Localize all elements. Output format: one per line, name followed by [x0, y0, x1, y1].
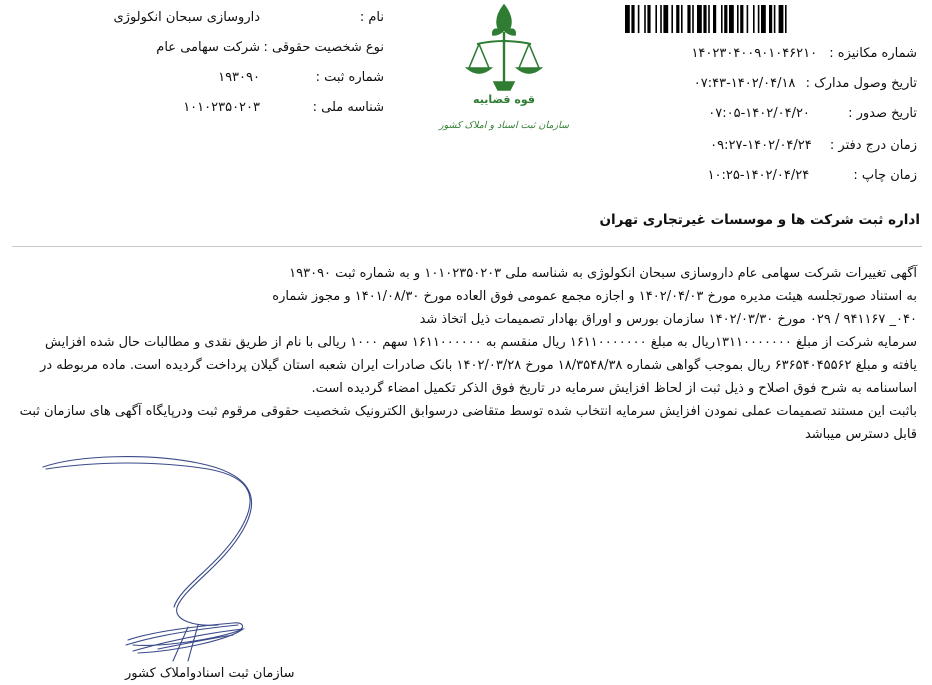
meta-label: تاریخ صدور :: [848, 106, 917, 121]
meta-label: زمان چاپ :: [853, 168, 917, 183]
barcode-bar: [625, 5, 630, 33]
body-line: ۰۴۰_ ۹۴۱۱۶۷ / ۰۲۹ مورخ ۱۴۰۲/۰۳/۳۰ سازمان بورس و اوراق بهادار تصمیمات ذیل اتخاذ شد: [419, 312, 917, 327]
barcode-bar: [681, 5, 683, 33]
emblem-text-top: قوه قضاییه: [473, 93, 535, 106]
meta-row-receipt-date: [694, 76, 917, 92]
meta-row-issue-date: [708, 106, 917, 122]
barcode-bar: [631, 5, 634, 33]
registration-number-label: شماره ثبت :: [315, 70, 384, 85]
barcode-bar: [769, 5, 772, 33]
meta-row-print-time: [708, 168, 917, 184]
barcode-bar: [724, 5, 727, 33]
barcode-bar: [758, 5, 760, 33]
meta-label: زمان درج دفتر :: [829, 138, 917, 153]
barcode-bar: [774, 5, 776, 33]
meta-value: ۱۴۰۲۳۰۴۰۰۹۰۱۰۴۶۲۱۰: [691, 46, 818, 61]
barcode-bar: [660, 5, 662, 33]
barcode-bar: [729, 5, 734, 33]
barcode-icon: [625, 5, 915, 33]
announcement-body: [12, 262, 917, 446]
body-line: آگهی تغییرات شرکت سهامی عام داروسازی سبحان انکولوژی به شناسه ملی ۱۰۱۰۲۳۵۰۲۰۳ و به شماره ثبت ۱۹۳۰۹۰: [289, 266, 917, 281]
barcode-bar: [708, 5, 710, 33]
national-id-label: شناسه ملی :: [312, 100, 384, 115]
signature-icon: [38, 455, 288, 665]
meta-row-mechanized-number: [691, 46, 917, 62]
company-name-label: نام :: [359, 10, 384, 25]
meta-label: شماره مکانیزه :: [829, 46, 917, 61]
barcode-bar: [703, 5, 706, 33]
meta-row-register-time: [710, 138, 917, 154]
barcode-bar: [663, 5, 668, 33]
barcode-bar: [761, 5, 766, 33]
barcode-bar: [740, 5, 743, 33]
registration-number-value: ۱۹۳۰۹۰: [218, 70, 260, 85]
barcode-bar: [753, 5, 755, 33]
body-line: به استناد صورتجلسه هیئت مدیره مورخ ۱۴۰۲/۰۴/۰۳ و اجازه مجمع عمومی فوق العاده مورخ ۱۴۰۱/۰۸/۳۰ و مجوز شماره: [272, 289, 917, 304]
emblem-text-bottom: سازمان ثبت اسناد و املاک کشور: [439, 120, 569, 131]
signature-caption: سازمان ثبت اسنادواملاک کشور: [125, 666, 295, 681]
barcode-bar: [692, 5, 694, 33]
divider: [12, 246, 922, 247]
org-title: اداره ثبت شرکت ها و موسسات غیرتجاری تهران: [599, 212, 920, 228]
meta-value: ۱۴۰۲/۰۴/۲۴-۰۹:۲۷: [710, 138, 812, 153]
barcode-bar: [747, 5, 749, 33]
barcode-bar: [644, 5, 646, 33]
legal-type-value: شرکت سهامی عام: [156, 40, 260, 55]
body-line: سرمایه شرکت از مبلغ ۱۳۱۱۰۰۰۰۰۰۰ریال به مبلغ ۱۶۱۱۰۰۰۰۰۰۰ ریال منقسم به ۱۶۱۱۰۰۰۰۰۰ سهم ۱۰۰۰ ریالی با نام از طریق نقدی و مطالبات حال شده افزایش: [45, 335, 917, 350]
body-line: یافته و مبلغ ۶۳۶۵۴۰۴۵۵۶۲ ریال بموجب گواهی شماره ۱۸/۳۵۴۸/۳۸ مورخ ۱۴۰۲/۰۳/۲۸ بانک صادرات ایران شعبه استان گیلان پرداخت گردیده است. ماده مربوطه در: [40, 358, 917, 373]
body-line: اساسنامه به شرح فوق اصلاح و ذیل ثبت از لحاظ افزایش سرمایه در تاریخ فوق الذکر تکمیل امضاء گردیده است.: [311, 381, 917, 396]
meta-label: تاریخ وصول مدارک :: [805, 76, 917, 91]
barcode-bar: [785, 5, 787, 33]
barcode-bar: [779, 5, 784, 33]
barcode-bar: [687, 5, 690, 33]
meta-value: ۱۴۰۲/۰۴/۲۴-۱۰:۲۵: [707, 168, 810, 183]
barcode-bar: [676, 5, 679, 33]
company-name-value: داروسازی سبحان انکولوژی: [113, 10, 260, 25]
body-line: قابل دسترس میباشد: [804, 427, 917, 442]
meta-value: ۱۴۰۲/۰۴/۲۰-۰۷:۰۵: [708, 106, 810, 121]
body-line: باثبت این مستند تصمیمات عملی نمودن افزایش سرمایه انتخاب شده توسط متقاضی درسوابق الکترونیک شخصیت حقوقی مرقوم ثبت ودرپایگاه آگهی های سازمان ثبت: [19, 404, 917, 419]
barcode-bar: [697, 5, 702, 33]
national-id-value: ۱۰۱۰۲۳۵۰۲۰۳: [183, 100, 260, 115]
barcode-bar: [713, 5, 716, 33]
barcode-bar: [721, 5, 723, 33]
barcode-bar: [638, 5, 640, 33]
barcode-bar: [647, 5, 650, 33]
barcode-bar: [655, 5, 657, 33]
legal-type-label: نوع شخصیت حقوقی :: [263, 40, 384, 55]
barcode-bar: [737, 5, 739, 33]
meta-value: ۱۴۰۲/۰۴/۱۸-۰۷:۴۳: [693, 76, 796, 91]
barcode-bar: [671, 5, 673, 33]
judiciary-emblem-icon: [437, 2, 572, 137]
